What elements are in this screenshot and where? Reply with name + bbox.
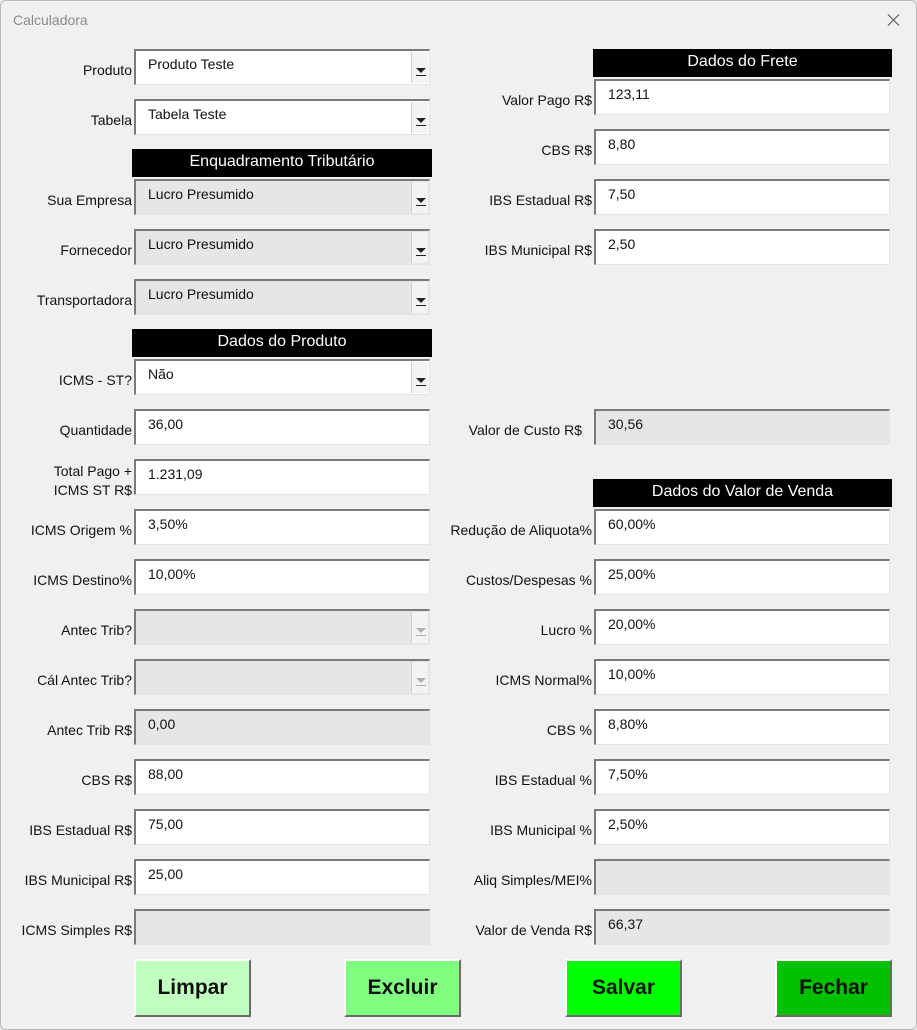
tabela-label: Tabela — [90, 112, 132, 128]
valor-venda-label: Valor de Venda R$ — [475, 922, 592, 938]
antec-trib-rs-field — [134, 709, 430, 745]
chevron-down-icon[interactable] — [411, 232, 428, 263]
antec-trib-rs-label: Antec Trib R$ — [47, 722, 132, 738]
quantidade-value: 36,00 — [148, 416, 184, 432]
antec-trib-label: Antec Trib? — [61, 622, 132, 638]
valor-venda-field — [594, 909, 890, 945]
cbs-rs-input[interactable] — [134, 759, 430, 795]
icms-simples-rs-label: ICMS Simples R$ — [21, 922, 132, 938]
ibs-municipal-rs-label: IBS Municipal R$ — [24, 872, 132, 888]
ibs-estadual-frete-label: IBS Estadual R$ — [489, 192, 592, 208]
icms-origem-label: ICMS Origem % — [30, 522, 132, 538]
antec-trib-rs-value: 0,00 — [148, 716, 176, 732]
valor-custo-field — [594, 409, 890, 445]
produto-value: Produto Teste — [148, 56, 235, 72]
transportadora-value: Lucro Presumido — [148, 286, 254, 302]
total-pago-input[interactable] — [134, 459, 430, 495]
ibs-municipal-frete-input[interactable] — [594, 229, 890, 265]
cbs-rs-value: 88,00 — [148, 766, 184, 782]
chevron-down-icon[interactable] — [411, 182, 428, 213]
ibs-municipal-rs-input[interactable] — [134, 859, 430, 895]
title-bar — [1, 1, 916, 39]
valor-venda-value: 66,37 — [608, 916, 644, 932]
ibs-estadual-pct-input[interactable] — [594, 759, 890, 795]
sua-empresa-value: Lucro Presumido — [148, 186, 254, 202]
icms-normal-value: 10,00% — [608, 666, 656, 682]
chevron-down-icon[interactable] — [411, 102, 428, 133]
custos-despesas-label: Custos/Despesas % — [465, 572, 592, 588]
window-title: Calculadora — [13, 12, 88, 28]
dados-produto-header: Dados do Produto — [132, 329, 432, 357]
chevron-down-icon[interactable] — [411, 362, 428, 393]
produto-label: Produto — [82, 62, 132, 78]
tabela-value: Tabela Teste — [148, 106, 227, 122]
cal-antec-trib-select[interactable] — [134, 659, 430, 695]
chevron-down-icon[interactable] — [411, 612, 428, 643]
produto-select[interactable] — [134, 49, 430, 85]
total-pago-label-line2: ICMS ST R$ — [53, 482, 132, 498]
ibs-estadual-frete-value: 7,50 — [608, 186, 636, 202]
valor-custo-value: 30,56 — [608, 416, 644, 432]
venda-header: Dados do Valor de Venda — [593, 479, 892, 507]
cbs-frete-label: CBS R$ — [541, 142, 592, 158]
enquadramento-header: Enquadramento Tributário — [132, 149, 432, 177]
quantidade-label: Quantidade — [59, 422, 132, 438]
quantidade-input[interactable] — [134, 409, 430, 445]
chevron-down-icon[interactable] — [411, 282, 428, 313]
ibs-municipal-pct-input[interactable] — [594, 809, 890, 845]
valor-pago-value: 123,11 — [608, 86, 650, 102]
cbs-pct-input[interactable] — [594, 709, 890, 745]
cbs-frete-value: 8,80 — [608, 136, 636, 152]
reducao-aliquota-label: Redução de Aliquota% — [450, 522, 592, 538]
icms-origem-input[interactable] — [134, 509, 430, 545]
icms-simples-rs-field — [134, 909, 430, 945]
valor-pago-input[interactable] — [594, 79, 890, 115]
transportadora-label: Transportadora — [36, 292, 132, 308]
antec-trib-select[interactable] — [134, 609, 430, 645]
close-icon[interactable] — [880, 7, 908, 33]
icms-destino-value: 10,00% — [148, 566, 196, 582]
fechar-button[interactable]: Fechar — [775, 959, 892, 1017]
lucro-input[interactable] — [594, 609, 890, 645]
icms-st-select[interactable] — [134, 359, 430, 395]
chevron-down-icon[interactable] — [411, 662, 428, 693]
excluir-button[interactable]: Excluir — [344, 959, 461, 1017]
lucro-label: Lucro % — [540, 622, 592, 638]
custos-despesas-value: 25,00% — [608, 566, 656, 582]
chevron-down-icon[interactable] — [411, 52, 428, 83]
ibs-estadual-pct-label: IBS Estadual % — [494, 772, 592, 788]
ibs-estadual-rs-input[interactable] — [134, 809, 430, 845]
fornecedor-select[interactable] — [134, 229, 430, 265]
icms-origem-value: 3,50% — [148, 516, 188, 532]
ibs-municipal-pct-value: 2,50% — [608, 816, 648, 832]
icms-destino-input[interactable] — [134, 559, 430, 595]
total-pago-label-line1: Total Pago + — [53, 463, 132, 479]
icms-normal-label: ICMS Normal% — [495, 672, 592, 688]
icms-normal-input[interactable] — [594, 659, 890, 695]
aliq-simples-field — [594, 859, 890, 895]
aliq-simples-label: Aliq Simples/MEI% — [473, 872, 592, 888]
fornecedor-label: Fornecedor — [60, 242, 132, 258]
ibs-municipal-frete-label: IBS Municipal R$ — [484, 242, 592, 258]
ibs-estadual-rs-value: 75,00 — [148, 816, 184, 832]
ibs-municipal-rs-value: 25,00 — [148, 866, 184, 882]
salvar-button[interactable]: Salvar — [565, 959, 682, 1017]
fornecedor-value: Lucro Presumido — [148, 236, 254, 252]
sua-empresa-label: Sua Empresa — [47, 192, 132, 208]
total-pago-value: 1.231,09 — [148, 466, 203, 482]
ibs-municipal-pct-label: IBS Municipal % — [490, 822, 592, 838]
ibs-estadual-pct-value: 7,50% — [608, 766, 648, 782]
custos-despesas-input[interactable] — [594, 559, 890, 595]
icms-st-value: Não — [148, 366, 174, 382]
ibs-municipal-frete-value: 2,50 — [608, 236, 636, 252]
cbs-pct-label: CBS % — [546, 722, 592, 738]
tabela-select[interactable] — [134, 99, 430, 135]
ibs-estadual-frete-input[interactable] — [594, 179, 890, 215]
cal-antec-trib-label: Cál Antec Trib? — [37, 672, 132, 688]
icms-destino-label: ICMS Destino% — [33, 572, 132, 588]
cbs-rs-label: CBS R$ — [81, 772, 132, 788]
ibs-estadual-rs-label: IBS Estadual R$ — [29, 822, 132, 838]
valor-pago-label: Valor Pago R$ — [501, 92, 592, 108]
lucro-value: 20,00% — [608, 616, 656, 632]
limpar-button[interactable]: Limpar — [134, 959, 251, 1017]
transportadora-select[interactable] — [134, 279, 430, 315]
reducao-aliquota-input[interactable] — [594, 509, 890, 545]
reducao-aliquota-value: 60,00% — [608, 516, 656, 532]
sua-empresa-select[interactable] — [134, 179, 430, 215]
frete-header: Dados do Frete — [593, 49, 892, 77]
cbs-frete-input[interactable] — [594, 129, 890, 165]
valor-custo-label: Valor de Custo R$ — [468, 422, 582, 438]
cbs-pct-value: 8,80% — [608, 716, 648, 732]
icms-st-label: ICMS - ST? — [58, 372, 132, 388]
